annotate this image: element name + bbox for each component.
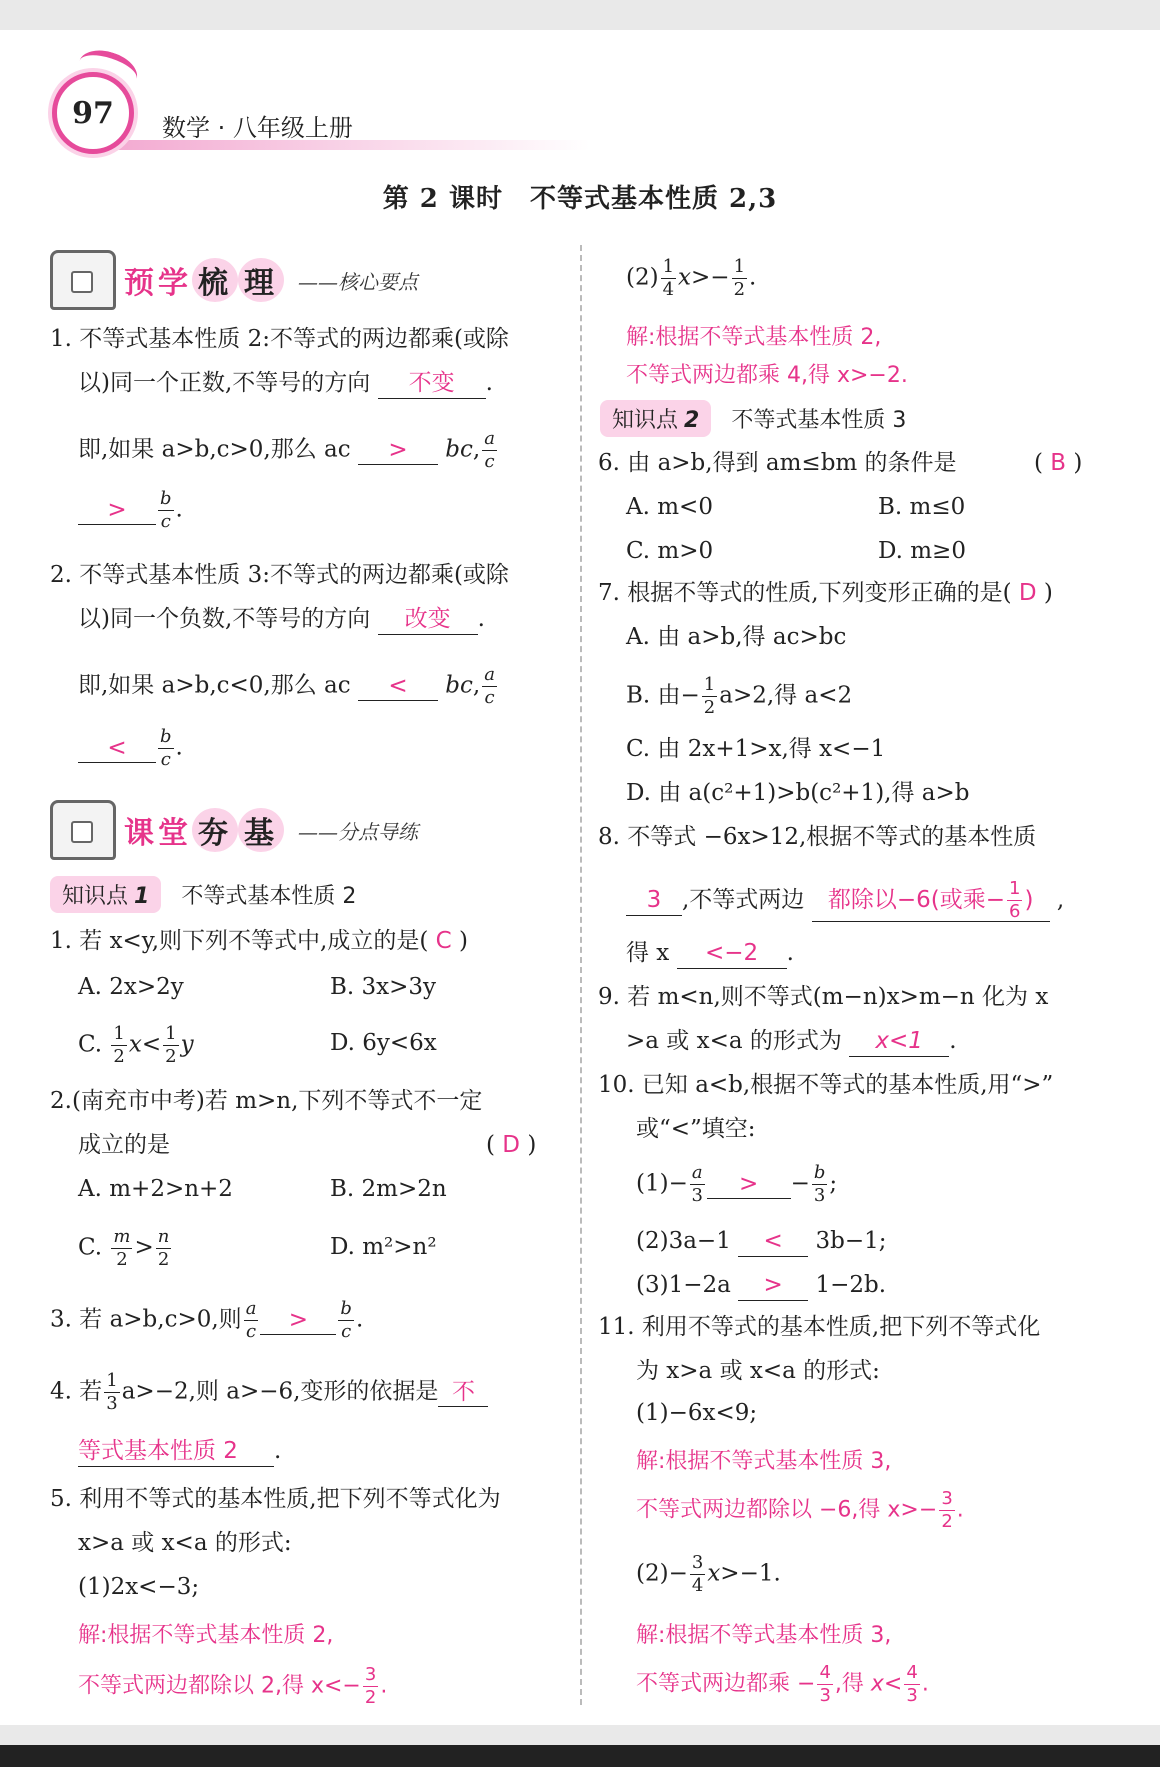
section-classroom-heading bbox=[50, 800, 418, 860]
bottom-bar bbox=[0, 1745, 1160, 1767]
q10-3: (3)1−2a > 1−2b. bbox=[636, 1272, 886, 1301]
q2-option-b: B. 2m>2n bbox=[330, 1176, 447, 1202]
q1-option-d: D. 6y<6x bbox=[330, 1030, 437, 1056]
p1-line2: 以)同一个正数,不等号的方向 不变 . bbox=[78, 370, 493, 399]
q8-answer-2: 都除以−6(或乘− $\frac{1}{6}$ ) bbox=[812, 880, 1050, 922]
q5-1-solution-1: 解:根据不等式基本性质 2, bbox=[78, 1623, 334, 1648]
q4-answer-part1: 不 bbox=[438, 1379, 488, 1408]
q8-answer-3: <−2 bbox=[677, 940, 787, 969]
q11-line2: 为 x>a 或 x<a 的形式: bbox=[636, 1358, 880, 1384]
q10-line1: 10. 已知 a<b,根据不等式的基本性质,用“>” bbox=[598, 1072, 1054, 1098]
p1-line4: > $\frac{b}{c}$ . bbox=[78, 490, 183, 531]
q2-answer-bracket: ( D ) bbox=[486, 1132, 537, 1158]
page-number: 97 bbox=[72, 95, 114, 131]
p1-answer-2: > bbox=[358, 437, 438, 466]
q9-answer: x<1 bbox=[849, 1028, 949, 1057]
q8-line3: 得 x <−2 . bbox=[626, 940, 794, 969]
q2-option-d: D. m²>n² bbox=[330, 1234, 437, 1260]
q7-option-c: C. 由 2x+1>x,得 x<−1 bbox=[626, 736, 886, 762]
q11-line1: 11. 利用不等式的基本性质,把下列不等式化 bbox=[598, 1314, 1041, 1340]
q2-line2: 成立的是 bbox=[78, 1132, 170, 1158]
q6: 6. 由 a>b,得到 am≤bm 的条件是 bbox=[598, 450, 957, 476]
q11-2-solution-2: 不等式两边都乘 − $\frac{4}{3}$ ,得 x< $\frac{4}{3}$ . bbox=[636, 1662, 929, 1706]
q3-answer: > bbox=[260, 1307, 336, 1336]
q7-option-a: A. 由 a>b,得 ac>bc bbox=[626, 624, 847, 650]
p1-line3: 即,如果 a>b,c>0,那么 ac > bc, $\frac{a}{c}$ bbox=[78, 428, 495, 472]
q6-option-d: D. m≥0 bbox=[878, 538, 966, 564]
q2-option-c: C. $\frac{m}{2}$ > $\frac{n}{2}$ bbox=[78, 1226, 170, 1270]
q5-2: (2) $\frac{1}{4}$ x>− $\frac{1}{2}$ . bbox=[626, 256, 757, 300]
p2-answer-1: 改变 bbox=[378, 606, 478, 635]
q4-line2: 等式基本性质 2 . bbox=[78, 1438, 281, 1467]
knowledge-point-1: 知识点 1 不等式基本性质 2 bbox=[50, 876, 356, 913]
book-title: 数学 · 八年级上册 bbox=[162, 114, 353, 142]
q2-option-a: A. m+2>n+2 bbox=[78, 1176, 233, 1202]
q6-option-c: C. m>0 bbox=[626, 538, 714, 564]
q11-2-solution-1: 解:根据不等式基本性质 3, bbox=[636, 1623, 892, 1648]
q10-2-answer: < bbox=[738, 1228, 808, 1257]
q11-1: (1)−6x<9; bbox=[636, 1400, 758, 1426]
q1-answer: C bbox=[435, 928, 452, 954]
q7-option-b: B. 由− $\frac{1}{2}$ a>2,得 a<2 bbox=[626, 674, 853, 718]
q6-answer: B bbox=[1050, 450, 1067, 476]
q1: 1. 若 x<y,则下列不等式中,成立的是( C ) bbox=[50, 928, 469, 954]
q6-answer-bracket: ( B ) bbox=[1034, 450, 1083, 476]
p2-line1: 2. 不等式基本性质 3:不等式的两边都乘(或除 bbox=[50, 562, 509, 588]
q11-1-solution-1: 解:根据不等式基本性质 3, bbox=[636, 1449, 892, 1474]
q8-line1: 8. 不等式 −6x>12,根据不等式的基本性质 bbox=[598, 824, 1037, 850]
column-divider bbox=[580, 245, 582, 1705]
q1-option-b: B. 3x>3y bbox=[330, 974, 437, 1000]
q1-option-c: C. $\frac{1}{2}$ x< $\frac{1}{2}$ y bbox=[78, 1023, 194, 1067]
q10-1: (1)− $\frac{a}{3}$ > − $\frac{b}{3}$ ; bbox=[636, 1162, 838, 1206]
q10-3-answer: > bbox=[738, 1272, 808, 1301]
q11-1-solution-2: 不等式两边都除以 −6,得 x>− $\frac{3}{2}$ . bbox=[636, 1488, 964, 1532]
q6-option-a: A. m<0 bbox=[626, 494, 713, 520]
q5-2-solution-2: 不等式两边都乘 4,得 x>−2. bbox=[626, 363, 908, 388]
q5-line1: 5. 利用不等式的基本性质,把下列不等式化为 bbox=[50, 1486, 501, 1512]
q7-answer: D bbox=[1018, 580, 1037, 606]
p1-answer-1: 不变 bbox=[378, 370, 486, 399]
q10-2: (2)3a−1 < 3b−1; bbox=[636, 1228, 886, 1257]
p1-answer-3: > bbox=[78, 497, 156, 526]
knowledge-point-2: 知识点 2 不等式基本性质 3 bbox=[600, 400, 906, 437]
p2-line4: < $\frac{b}{c}$ . bbox=[78, 728, 183, 769]
q5-1-solution-2: 不等式两边都除以 2,得 x<− $\frac{3}{2}$ . bbox=[78, 1664, 388, 1708]
section-preview-title: 预学 梳 理 bbox=[124, 258, 284, 302]
backpack-icon bbox=[50, 800, 116, 860]
lesson-title: 第 2 课时 不等式基本性质 2,3 bbox=[382, 184, 778, 214]
section-classroom-title: 课堂 夯 基 bbox=[124, 808, 284, 852]
q10-line2: 或“<”填空: bbox=[636, 1116, 756, 1142]
p2-line3: 即,如果 a>b,c<0,那么 ac < bc, $\frac{a}{c}$ bbox=[78, 664, 495, 708]
p1-line1: 1. 不等式基本性质 2:不等式的两边都乘(或除 bbox=[50, 326, 509, 352]
q4-answer-part2: 等式基本性质 2 bbox=[78, 1438, 274, 1467]
q7-option-d: D. 由 a(c²+1)>b(c²+1),得 a>b bbox=[626, 780, 970, 806]
q5-1: (1)2x<−3; bbox=[78, 1574, 200, 1600]
q9-line1: 9. 若 m<n,则不等式(m−n)x>m−n 化为 x bbox=[598, 984, 1049, 1010]
q8-line2: 3 ,不等式两边 都除以−6(或乘− $\frac{1}{6}$ ) , bbox=[626, 880, 1064, 922]
q2-line1: 2.(南充市中考)若 m>n,下列不等式不一定 bbox=[50, 1088, 483, 1114]
p2-answer-2: < bbox=[358, 673, 438, 702]
q11-2: (2)− $\frac{3}{4}$ x>−1. bbox=[636, 1552, 781, 1596]
q4-line1: 4. 若 $\frac{1}{3}$ a>−2,则 a>−6,变形的依据是 不 bbox=[50, 1372, 488, 1413]
q2-answer: D bbox=[502, 1132, 521, 1158]
q1-option-a: A. 2x>2y bbox=[78, 974, 184, 1000]
q3: 3. 若 a>b,c>0,则 $\frac{a}{c}$ > $\frac{b}{c}$ . bbox=[50, 1298, 364, 1342]
page-number-badge bbox=[52, 72, 134, 154]
p2-answer-3: < bbox=[78, 735, 156, 764]
q5-line2: x>a 或 x<a 的形式: bbox=[78, 1530, 292, 1556]
school-icon bbox=[50, 250, 116, 310]
section-preview-subtitle: ——核心要点 bbox=[298, 269, 418, 294]
q10-1-answer: > bbox=[707, 1171, 791, 1200]
q5-2-solution-1: 解:根据不等式基本性质 2, bbox=[626, 325, 882, 350]
q8-answer-1: 3 bbox=[626, 887, 682, 916]
section-classroom-subtitle: ——分点导练 bbox=[298, 819, 418, 844]
q6-option-b: B. m≤0 bbox=[878, 494, 966, 520]
section-preview-heading bbox=[50, 250, 418, 310]
q7: 7. 根据不等式的性质,下列变形正确的是( D ) bbox=[598, 580, 1053, 606]
p2-line2: 以)同一个负数,不等号的方向 改变 . bbox=[78, 606, 485, 635]
q9-line2: >a 或 x<a 的形式为 x<1 . bbox=[626, 1028, 957, 1057]
